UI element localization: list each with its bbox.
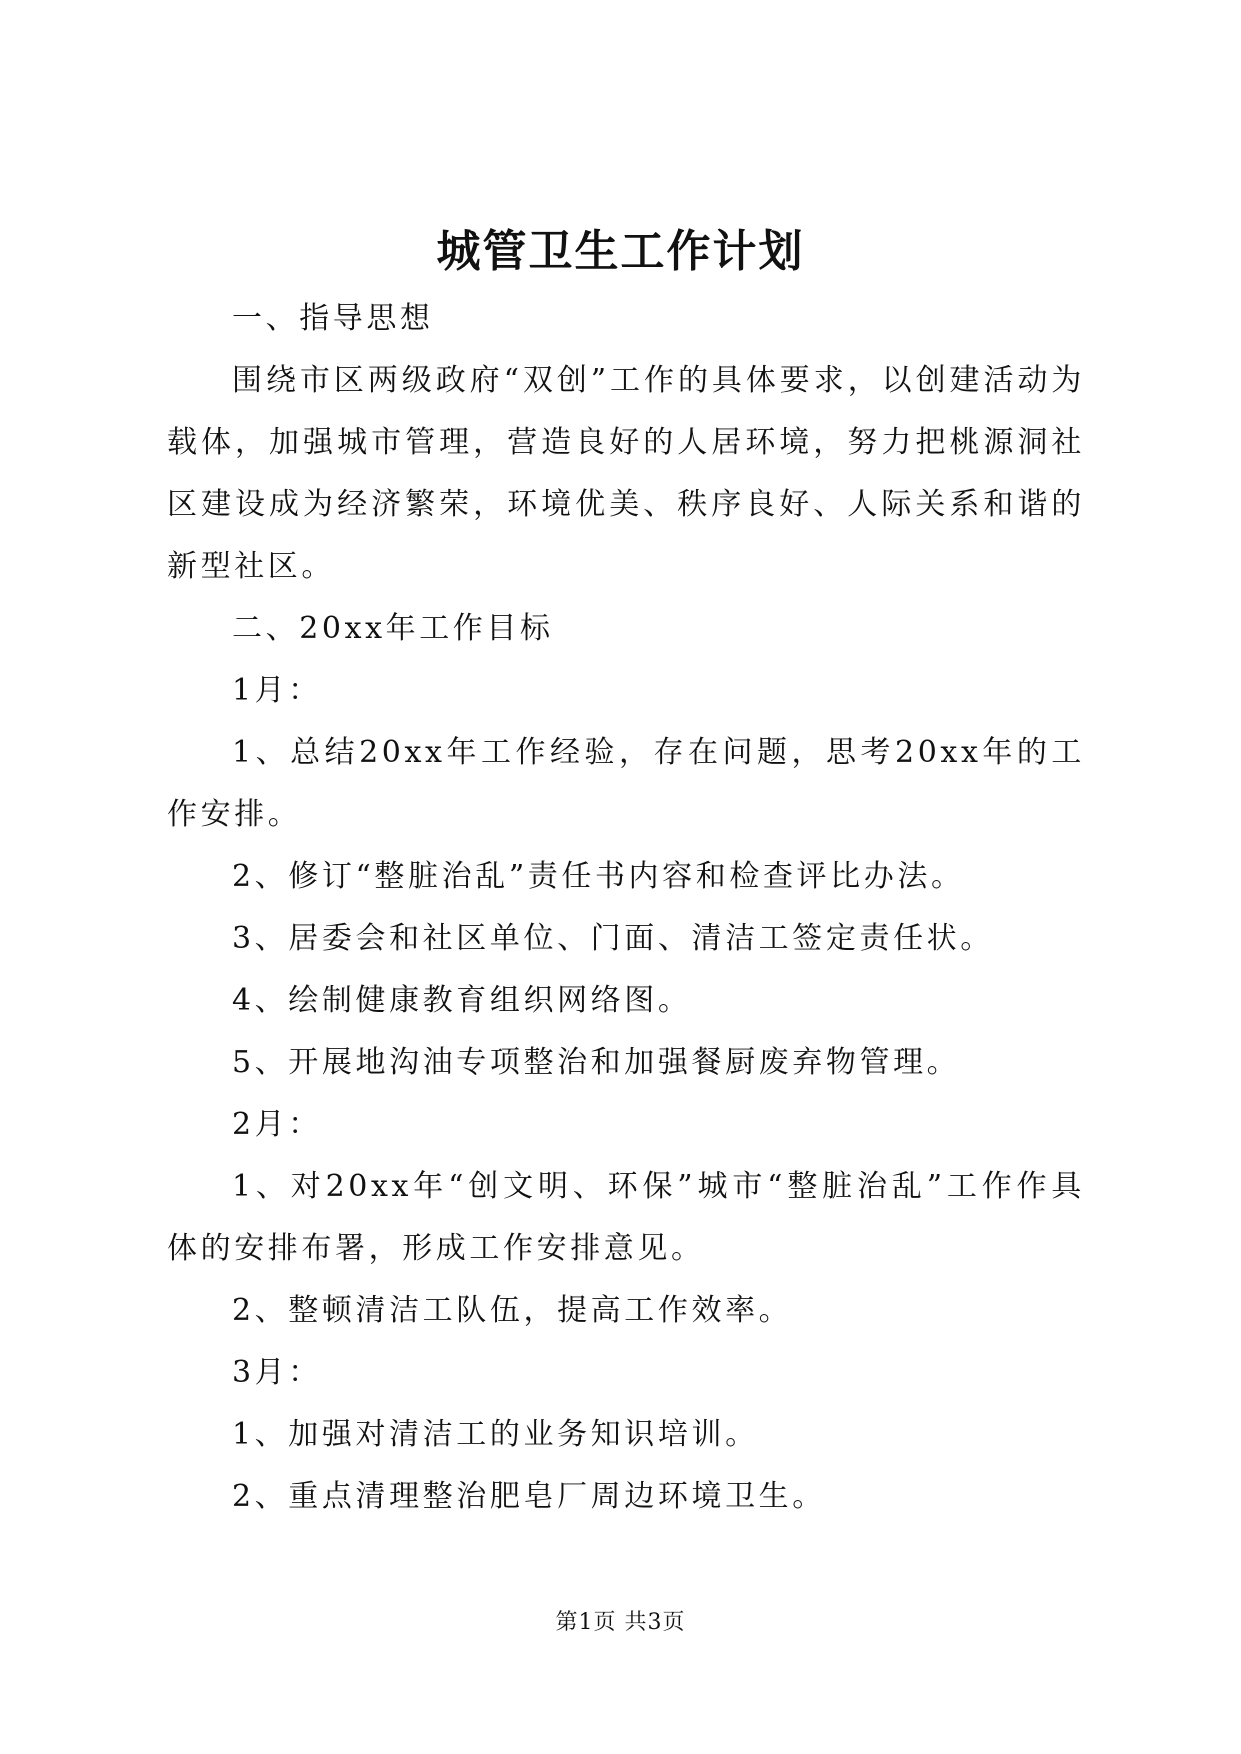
page-footer: 第1页 共3页 [555,1610,686,1635]
list-item: 1、总结20xx年工作经验，存在问题，思考20xx年的工作安排。 [167,735,1085,832]
body-paragraph: 围绕市区两级政府“双创”工作的具体要求，以创建活动为载体，加强城市管理，营造良好的人居环境，努力把桃源洞社区建设成为经济繁荣，环境优美、秩序良好、人际关系和谐的新型社区。 [167,363,1085,584]
list-item: 5、开展地沟油专项整治和加强餐厨废弃物管理。 [232,1045,961,1080]
month-heading: 3月： [232,1355,322,1390]
list-item: 2、整顿清洁工队伍，提高工作效率。 [232,1293,793,1328]
list-item: 2、修订“整脏治乱”责任书内容和检查评比办法。 [232,859,965,894]
document-body [167,288,1085,1528]
section-heading: 二、20xx年工作目标 [232,611,554,646]
list-item: 3、居委会和社区单位、门面、清洁工签定责任状。 [232,921,994,956]
month-heading: 1月： [232,673,322,708]
list-item: 4、绘制健康教育组织网络图。 [232,983,692,1018]
document-title: 城管卫生工作计划 [436,226,805,277]
month-heading: 2月： [232,1107,322,1142]
list-item: 1、加强对清洁工的业务知识培训。 [232,1417,759,1452]
list-item: 1、对20xx年“创文明、环保”城市“整脏治乱”工作作具体的安排布署，形成工作安排意见。 [167,1169,1085,1266]
list-item: 2、重点清理整治肥皂厂周边环境卫生。 [232,1479,826,1514]
section-heading: 一、指导思想 [232,301,434,336]
